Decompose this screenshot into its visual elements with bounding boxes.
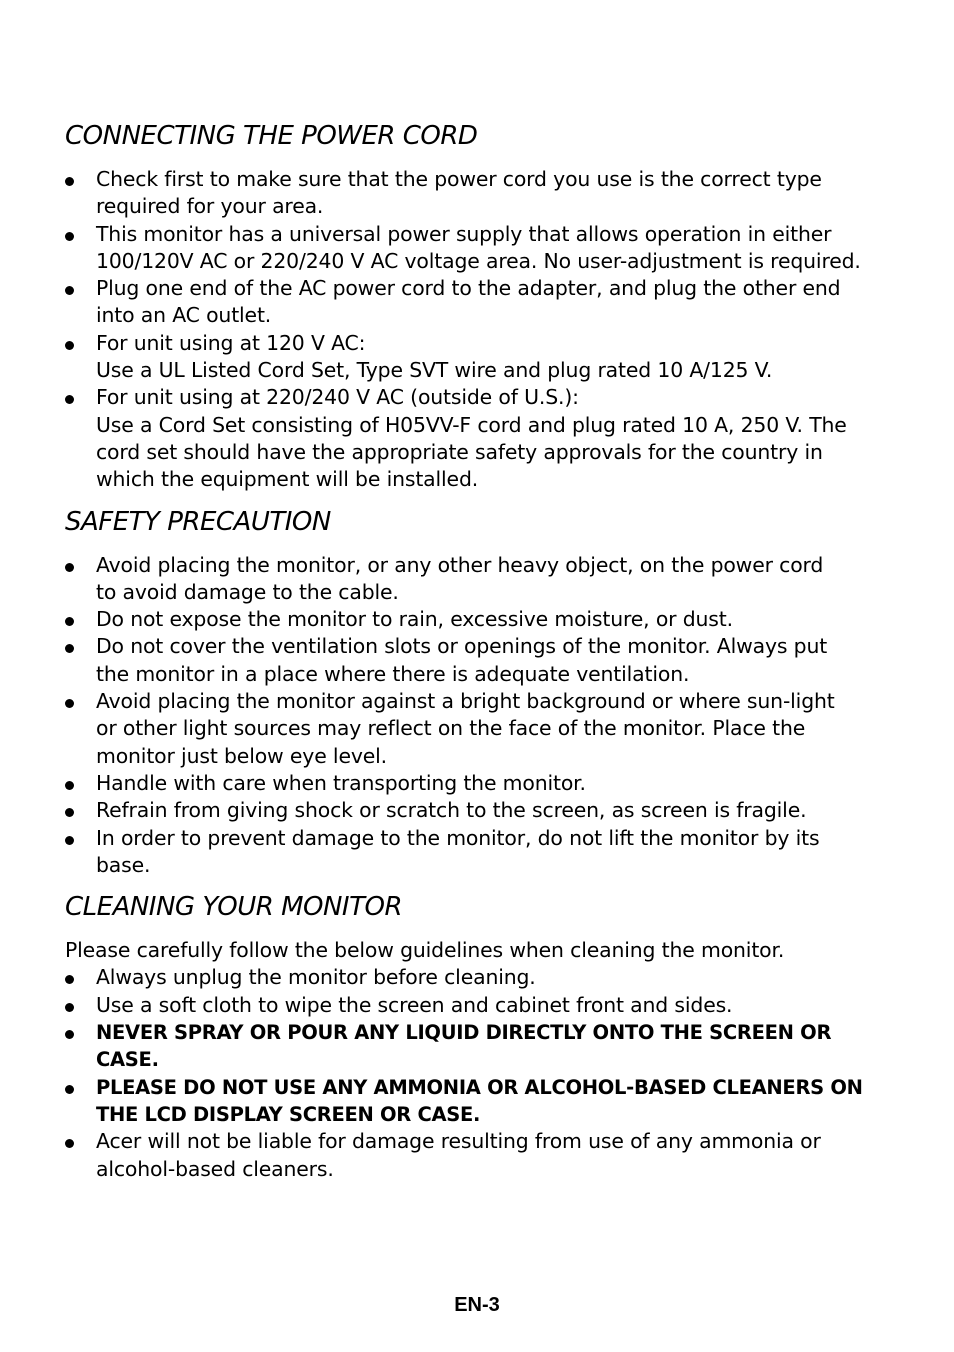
bullet-icon (65, 617, 74, 626)
bullet-icon (65, 1003, 74, 1012)
bullet-icon (65, 836, 74, 845)
list-item-warning: NEVER SPRAY OR POUR ANY LIQUID DIRECTLY ONTO THE SCREEN OR CASE. (65, 1019, 895, 1074)
bullet-icon (65, 975, 74, 984)
page-number: EN-3 (454, 1294, 500, 1316)
bullet-list (65, 166, 895, 494)
list-item: Check first to make sure that the power cord you use is the correct type required for your area. (65, 166, 895, 221)
section-safety-precaution (65, 504, 895, 880)
list-item: Handle with care when transporting the monitor. (65, 770, 895, 797)
bullet-list (65, 964, 895, 1182)
bullet-icon (65, 286, 74, 295)
bullet-icon (65, 1085, 74, 1094)
section-title: SAFETY PRECAUTION (65, 506, 331, 537)
bullet-list (65, 552, 895, 880)
section-title: CLEANING YOUR MONITOR (65, 892, 403, 923)
list-item: For unit using at 120 V AC: Use a UL Listed Cord Set, Type SVT wire and plug rated 10 A/125 V. (65, 330, 895, 385)
list-item-warning: PLEASE DO NOT USE ANY AMMONIA OR ALCOHOL-BASED CLEANERS ON THE LCD DISPLAY SCREEN OR CASE. (65, 1074, 895, 1129)
bullet-icon (65, 644, 74, 653)
list-item: This monitor has a universal power supply that allows operation in either 100/120V AC or 220/240 V AC voltage area. No user-adjustment is required. (65, 221, 895, 276)
section-power-cord (65, 118, 895, 494)
list-item: Do not cover the ventilation slots or openings of the monitor. Always put the monitor in a place where there is adequate ventilation. (65, 633, 895, 688)
document-page (65, 118, 895, 1193)
list-item: Refrain from giving shock or scratch to the screen, as screen is fragile. (65, 797, 895, 824)
list-item: Plug one end of the AC power cord to the adapter, and plug the other end into an AC outlet. (65, 275, 895, 330)
bullet-icon (65, 1139, 74, 1148)
list-item: Always unplug the monitor before cleaning. (65, 964, 895, 991)
list-item: Avoid placing the monitor, or any other heavy object, on the power cord to avoid damage to the cable. (65, 552, 895, 607)
list-item: Acer will not be liable for damage resulting from use of any ammonia or alcohol-based cleaners. (65, 1128, 895, 1183)
bullet-icon (65, 563, 74, 572)
list-item: Use a soft cloth to wipe the screen and cabinet front and sides. (65, 992, 895, 1019)
section-intro: Please carefully follow the below guidelines when cleaning the monitor. (65, 938, 785, 963)
list-item: For unit using at 220/240 V AC (outside of U.S.): Use a Cord Set consisting of H05VV-F cord and plug rated 10 A, 250 V. The cord set should have the appropriate safety approvals for the country in which the equipment will be installed. (65, 384, 895, 493)
list-item: In order to prevent damage to the monitor, do not lift the monitor by its base. (65, 825, 895, 880)
list-item: Do not expose the monitor to rain, excessive moisture, or dust. (65, 606, 895, 633)
list-item: Avoid placing the monitor against a bright background or where sun-light or other light sources may reflect on the face of the monitor. Place the monitor just below eye level. (65, 688, 895, 770)
bullet-icon (65, 341, 74, 350)
section-title: CONNECTING THE POWER CORD (65, 121, 478, 151)
bullet-icon (65, 232, 74, 241)
bullet-icon (65, 177, 74, 186)
bullet-icon (65, 699, 74, 708)
bullet-icon (65, 781, 74, 790)
section-cleaning-monitor (65, 889, 895, 1183)
bullet-icon (65, 808, 74, 817)
bullet-icon (65, 1030, 74, 1039)
bullet-icon (65, 395, 74, 404)
